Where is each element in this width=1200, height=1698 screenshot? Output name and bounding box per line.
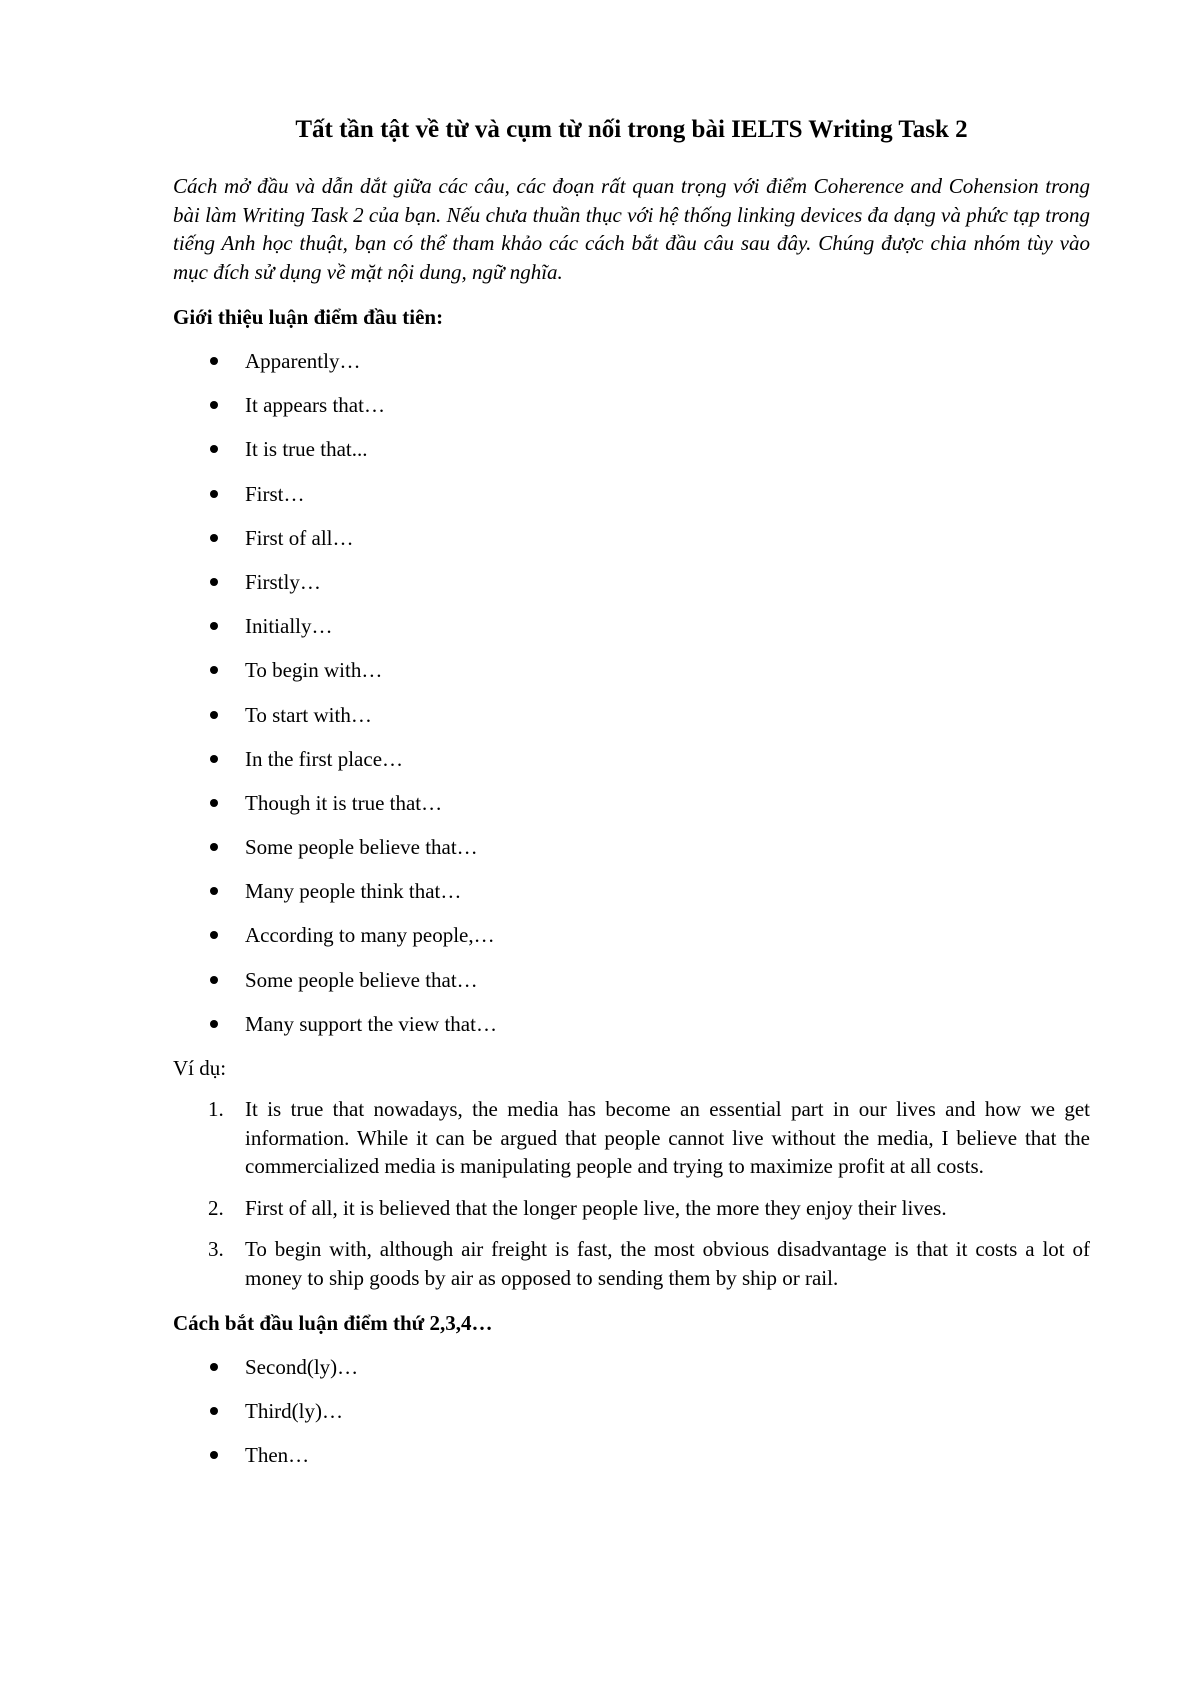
list-item [173,788,1090,818]
list-item [173,1440,1090,1470]
list-item [173,479,1090,509]
bullet-icon [210,799,218,807]
list-item-text: Third(ly)… [245,1399,343,1424]
example-text: First of all, it is believed that the longer people live, the more they enjoy their lives. [245,1195,947,1220]
list-item-text: Second(ly)… [245,1355,359,1379]
list-item [173,832,1090,862]
list-item [173,920,1090,950]
section-heading-first-point: Giới thiệu luận điểm đầu tiên: [173,305,444,329]
list-item-text: In the first place… [245,746,404,771]
bullet-icon [210,843,218,851]
bullet-icon [210,931,218,939]
list-item [173,965,1090,995]
bullet-icon [210,755,218,763]
list-item-text: Many people think that… [245,879,462,904]
bullet-icon [210,976,218,984]
bullet-icon [210,711,218,719]
bullet-icon [210,534,218,542]
bullet-icon [210,578,218,586]
bullet-icon [210,666,218,674]
example-item [173,1235,1090,1292]
bullet-icon [210,887,218,895]
example-number: 1. [208,1097,224,1121]
list-item-text: Firstly… [245,569,321,594]
bullet-icon [210,1451,218,1459]
first-point-list [173,346,1090,1039]
list-item [173,390,1090,420]
list-item-text: Though it is true that… [245,790,443,815]
list-item-text: Some people believe that… [245,967,478,992]
example-number: 2. [208,1195,224,1220]
list-item-text: Initially… [245,614,333,639]
bullet-icon [210,1363,218,1371]
list-item-text: Some people believe that… [245,835,478,860]
example-text: It is true that nowadays, the media has become an essential part in our lives and how we get information. While it can be argued that people cannot live without the media, I believe that the commercialized media is manipulating people and trying to maximize profit at all costs. [245,1097,1090,1178]
list-item [173,523,1090,553]
example-number: 3. [208,1237,224,1261]
list-item [173,876,1090,906]
list-item [173,1009,1090,1039]
list-item [173,744,1090,774]
bullet-icon [210,401,218,409]
list-item-text: It appears that… [245,393,385,418]
bullet-icon [210,357,218,365]
list-item [173,346,1090,376]
next-points-list [173,1352,1090,1470]
list-item [173,1352,1090,1382]
intro-paragraph: Cách mở đầu và dẫn dắt giữa các câu, các đoạn rất quan trọng với điểm Coherence and Cohension trong bài làm Writing Task 2 của bạn. Nếu chưa thuần thục với hệ thống linking devices đa dạng và phức tạp trong tiếng Anh học thuật, bạn có thể tham khảo các cách bắt đầu câu sau đây. Chúng được chia nhóm tùy vào mục đích sử dụng về mặt nội dung, ngữ nghĩa. [173,174,1090,284]
list-item [173,611,1090,641]
list-item-text: First… [245,481,305,506]
example-text: To begin with, although air freight is fast, the most obvious disadvantage is that it costs a lot of money to ship goods by air as opposed to sending them by ship or rail. [245,1237,1090,1290]
list-item-text: To start with… [245,702,372,727]
examples-label: Ví dụ: [173,1056,227,1080]
bullet-icon [210,1020,218,1028]
list-item [173,700,1090,730]
examples-list [173,1095,1090,1292]
list-item-text: To begin with… [245,658,383,683]
list-item-text: It is true that... [245,437,368,462]
list-item-text: Then… [245,1443,310,1468]
section-heading-next-points: Cách bắt đầu luận điểm thứ 2,3,4… [173,1311,493,1335]
list-item-text: According to many people,… [245,923,495,948]
bullet-icon [210,1407,218,1415]
example-item [173,1194,1090,1223]
list-item-text: Apparently… [245,349,361,373]
list-item-text: Many support the view that… [245,1011,497,1036]
list-item-text: First of all… [245,525,354,550]
bullet-icon [210,490,218,498]
example-item [173,1095,1090,1181]
list-item [173,655,1090,685]
list-item [173,1396,1090,1426]
list-item [173,567,1090,597]
list-item [173,434,1090,464]
document-title: Tất tần tật về từ và cụm từ nối trong bài IELTS Writing Task 2 [295,116,968,143]
bullet-icon [210,622,218,630]
bullet-icon [210,445,218,453]
